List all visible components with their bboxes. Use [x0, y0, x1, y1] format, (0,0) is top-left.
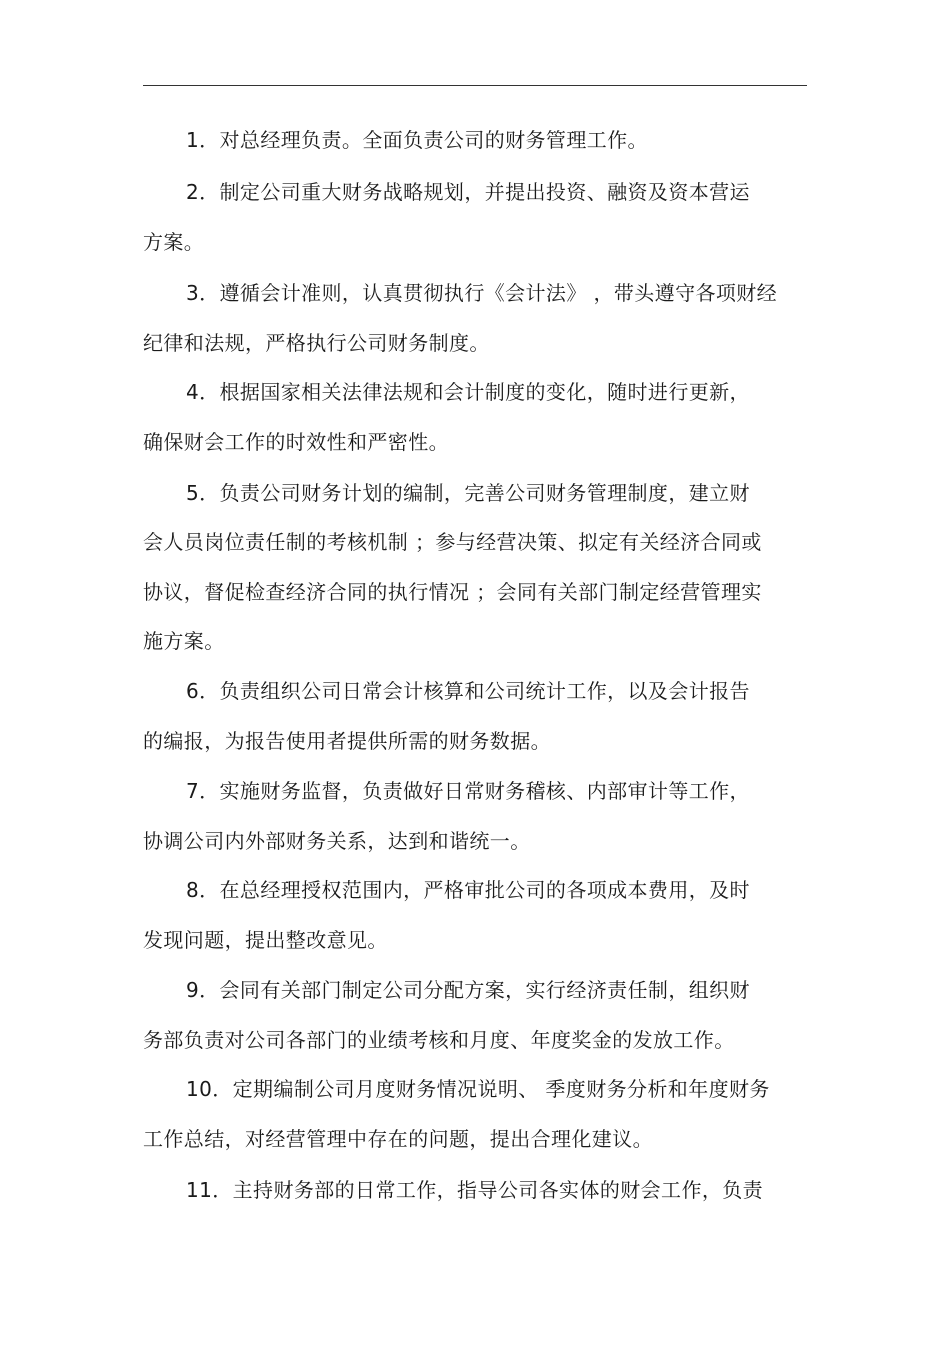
list-item-3-line-1: 3．遵循会计准则，认真贯彻执行《会计法》 ，带头遵守各项财经 — [186, 281, 778, 305]
list-item-8-line-2: 发现问题，提出整改意见。 — [143, 928, 388, 952]
list-item-10-line-1: 10．定期编制公司月度财务情况说明、 季度财务分析和年度财务 — [186, 1077, 770, 1101]
list-item-11-line-1: 11．主持财务部的日常工作，指导公司各实体的财会工作，负责 — [186, 1178, 764, 1202]
list-item-8-line-1: 8．在总经理授权范围内，严格审批公司的各项成本费用，及时 — [186, 878, 750, 902]
list-item-9-line-2: 务部负责对公司各部门的业绩考核和月度、年度奖金的发放工作。 — [143, 1028, 735, 1052]
list-item-5-line-2: 会人员岗位责任制的考核机制 ；参与经营决策、拟定有关经济合同或 — [143, 530, 762, 554]
list-item-6-line-1: 6．负责组织公司日常会计核算和公司统计工作，以及会计报告 — [186, 679, 750, 703]
header-rule — [143, 85, 807, 86]
list-item-10-line-2: 工作总结，对经营管理中存在的问题，提出合理化建议。 — [143, 1127, 653, 1151]
list-item-9-line-1: 9．会同有关部门制定公司分配方案，实行经济责任制，组织财 — [186, 978, 750, 1002]
list-item-7-line-1: 7．实施财务监督，负责做好日常财务稽核、内部审计等工作， — [186, 779, 750, 803]
list-item-6-line-2: 的编报，为报告使用者提供所需的财务数据。 — [143, 729, 551, 753]
list-item-3-line-2: 纪律和法规，严格执行公司财务制度。 — [143, 331, 490, 355]
list-item-1-line-1: 1．对总经理负责。全面负责公司的财务管理工作。 — [186, 128, 648, 152]
list-item-5-line-1: 5．负责公司财务计划的编制，完善公司财务管理制度，建立财 — [186, 481, 750, 505]
list-item-4-line-1: 4．根据国家相关法律法规和会计制度的变化，随时进行更新， — [186, 380, 750, 404]
list-item-5-line-4: 施方案。 — [143, 629, 225, 653]
list-item-2-line-2: 方案。 — [143, 230, 205, 254]
list-item-5-line-3: 协议，督促检查经济合同的执行情况 ；会同有关部门制定经营管理实 — [143, 580, 762, 604]
list-item-7-line-2: 协调公司内外部财务关系，达到和谐统一。 — [143, 829, 531, 853]
list-item-4-line-2: 确保财会工作的时效性和严密性。 — [143, 430, 449, 454]
list-item-2-line-1: 2．制定公司重大财务战略规划，并提出投资、融资及资本营运 — [186, 180, 750, 204]
